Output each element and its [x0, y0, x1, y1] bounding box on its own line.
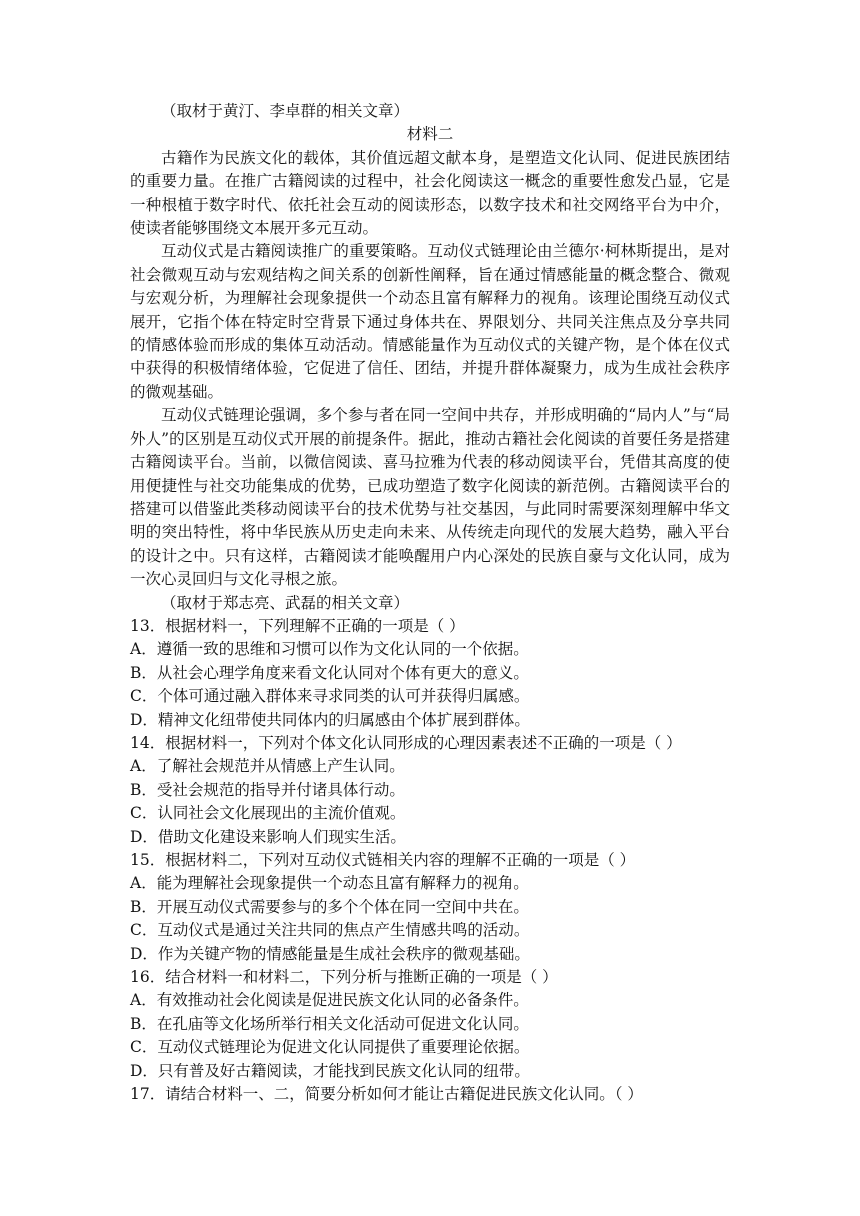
option-a: A．能为理解社会现象提供一个动态且富有解释力的视角。: [130, 874, 529, 893]
option-a: A．有效推动社会化阅读是促进民族文化认同的必备条件。: [130, 991, 529, 1010]
question-stem: 16．结合材料一和材料二，下列分析与推断正确的一项是（ ）: [130, 968, 558, 987]
option-a: A．了解社会规范并从情感上产生认同。: [130, 757, 405, 776]
question-stem: 17．请结合材料一、二，简要分析如何才能让古籍促进民族文化认同。（ ）: [130, 1085, 643, 1104]
question-13: [130, 615, 730, 732]
option-b: B．受社会规范的指导并付诸具体行动。: [130, 780, 405, 799]
option-c: C．互动仪式是通过关注共同的焦点产生情感共鸣的活动。: [130, 921, 530, 940]
option-a: A．遵循一致的思维和习惯可以作为文化认同的一个依据。: [130, 640, 529, 659]
option-b: B．从社会心理学角度来看文化认同对个体有更大的意义。: [130, 663, 529, 682]
source-note-material-1: （取材于黄汀、李卓群的相关文章）: [161, 102, 410, 120]
question-stem: 13．根据材料一，下列理解不正确的一项是（ ）: [130, 616, 465, 635]
question-14: [130, 732, 730, 849]
option-c: C．认同社会文化展现出的主流价值观。: [130, 804, 406, 823]
question-16: [130, 966, 730, 1083]
question-stem: 14．根据材料一，下列对个体文化认同形成的心理因素表述不正确的一项是（ ）: [130, 733, 682, 752]
question-stem: 15．根据材料二，下列对互动仪式链相关内容的理解不正确的一项是（ ）: [130, 851, 636, 869]
material-2-paragraph-2: 互动仪式是古籍阅读推广的重要策略。互动仪式链理论由兰德尔·柯林斯提出，是对社会微观互动与宏观结构之间关系的创新性阐释，旨在通过情感能量的概念整合、微观与宏观分析，为理解社会现象提供一个动态且富有解释力的视角。该理论围绕互动仪式展开，它指个体在特定时空背景下通过身体共在、界限划分、共同关注焦点及分享共同的情感体验而形成的集体互动活动。情感能量作为互动仪式的关键产物，是个体在仪式中获得的积极情绪体验，它促进了信任、团结，并提升群体凝聚力，成为生成社会秩序的微观基础。: [130, 242, 730, 401]
material-2-paragraph-1: 古籍作为民族文化的载体，其价值远超文献本身，是塑造文化认同、促进民族团结的重要力量。在推广古籍阅读的过程中，社会化阅读这一概念的重要性愈发凸显，它是一种根植于数字时代、依托社会互动的阅读形态，以数字技术和社交网络平台为中介，使读者能够围绕文本展开多元互动。: [130, 148, 730, 238]
option-b: B．在孔庙等文化场所举行相关文化活动可促进文化认同。: [130, 1014, 529, 1033]
option-d: D．只有普及好古籍阅读，才能找到民族文化认同的纽带。: [130, 1061, 530, 1080]
option-d: D．借助文化建设来影响人们现实生活。: [130, 827, 406, 846]
material-2-title: 材料二: [406, 125, 454, 144]
option-d: D．精神文化纽带使共同体内的归属感由个体扩展到群体。: [130, 710, 530, 729]
document-page: [130, 100, 730, 1106]
question-17: [130, 1083, 730, 1106]
option-b: B．开展互动仪式需要参与的多个个体在同一空间中共在。: [130, 897, 529, 916]
option-c: C．互动仪式链理论为促进文化认同提供了重要理论依据。: [130, 1038, 530, 1057]
source-note-material-2: （取材于郑志亮、武磊的相关文章）: [161, 593, 410, 612]
material-2-paragraph-3: 互动仪式链理论强调，多个参与者在同一空间中共存，并形成明确的“局内人”与“局外人”的区别是互动仪式开展的前提条件。据此，推动古籍社会化阅读的首要任务是搭建古籍阅读平台。当前，以微信阅读、喜马拉雅为代表的移动阅读平台，凭借其高度的使用便捷性与社交功能集成的优势，已成功塑造了数字化阅读的新范例。古籍阅读平台的搭建可以借鉴此类移动阅读平台的技术优势与社交基因，与此同时需要深刻理解中华文明的突出特性，将中华民族从历史走向未来、从传统走向现代的发展大趋势，融入平台的设计之中。只有这样，古籍阅读才能唤醒用户内心深处的民族自豪与文化认同，成为一次心灵回归与文化寻根之旅。: [130, 406, 730, 589]
question-15: [130, 849, 730, 966]
option-c: C．个体可通过融入群体来寻求同类的认可并获得归属感。: [130, 687, 530, 706]
option-d: D．作为关键产物的情感能量是生成社会秩序的微观基础。: [130, 944, 530, 963]
